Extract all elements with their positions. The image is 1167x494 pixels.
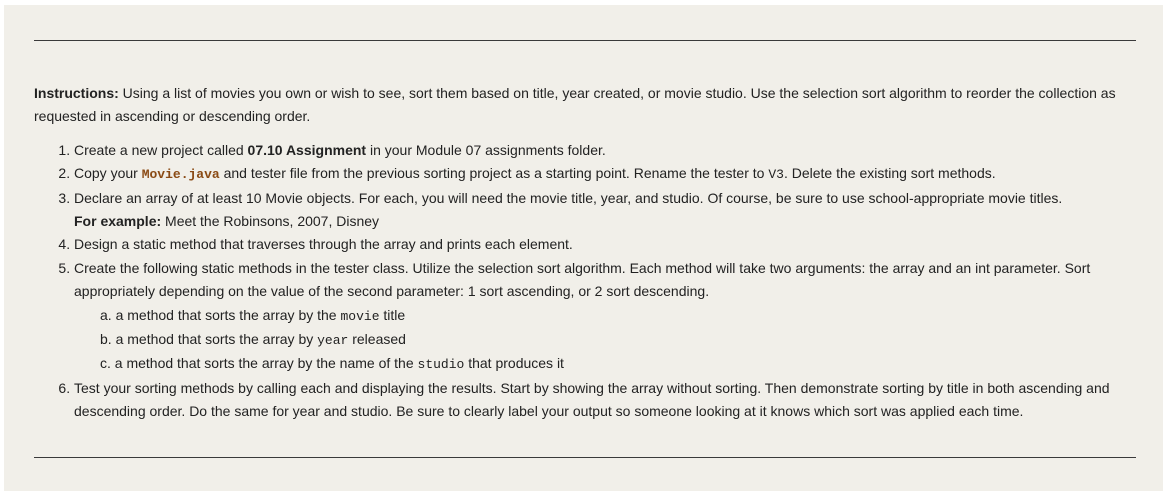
substep-a-text-end: title [379, 306, 406, 323]
example-text: Meet the Robinsons, 2007, Disney [161, 213, 380, 230]
step-2-text-end: . Delete the existing sort methods. [783, 165, 996, 182]
substep-c-text-end: that produces it [464, 355, 564, 372]
movie-code: movie [340, 308, 380, 324]
step-1-text-end: in your Module 07 assignments folder. [366, 141, 606, 158]
step-5-text: Create the following static methods in the tester class. Utilize the selection sort algorithm. Each method will take two arguments: the array and an int parameter. Sort appropriately depending on the value of the second parameter: 1 sort ascending, or 2 sort descending. [74, 259, 1091, 300]
steps-list [34, 139, 1134, 424]
example-label: For example: [74, 213, 162, 230]
substep-a [100, 304, 1134, 328]
instructions-panel [4, 5, 1163, 491]
substeps-list [74, 304, 1134, 377]
v3-code: V3 [768, 167, 784, 183]
substep-b-text: a method that sorts the array by [111, 331, 318, 348]
intro-paragraph [34, 82, 1134, 129]
step-5 [74, 257, 1134, 377]
step-2 [74, 162, 1134, 186]
instructions-content [34, 82, 1134, 424]
step-6-text: Test your sorting methods by calling each and displaying the results. Start by showing the array without sorting. Then demonstrate sorting by title in both ascending and descending order. Do the same for year and studio. Be sure to clearly label your output so someone looking at it knows which sort was applied each time. [74, 379, 1110, 420]
substep-c [100, 352, 1134, 376]
substep-c-marker: c. [100, 355, 111, 372]
example-line [74, 210, 1134, 233]
step-4-text: Design a static method that traverses through the array and prints each element. [74, 236, 573, 253]
substep-b-text-end: released [348, 331, 406, 348]
studio-code: studio [417, 357, 465, 373]
step-1 [74, 139, 1134, 162]
step-4 [74, 233, 1134, 256]
top-divider [34, 40, 1136, 41]
step-1-text: Create a new project called [74, 141, 248, 158]
step-3 [74, 187, 1134, 234]
intro-label: Instructions: [34, 85, 119, 101]
substep-a-marker: a. [100, 306, 112, 323]
substep-b [100, 328, 1134, 352]
movie-java-filename: Movie.java [141, 167, 220, 183]
step-6 [74, 377, 1134, 424]
project-name: 07.10 Assignment [247, 141, 367, 158]
step-3-text: Declare an array of at least 10 Movie objects. For each, you will need the movie title, year, and studio. Of course, be sure to use school-appropriate movie titles. [74, 189, 1063, 206]
substep-a-text: a method that sorts the array by the [111, 306, 341, 323]
year-code: year [317, 333, 349, 349]
substep-c-text: a method that sorts the array by the name of the [110, 355, 418, 372]
step-2-text: Copy your [74, 165, 142, 182]
bottom-divider [34, 457, 1136, 458]
intro-text: Using a list of movies you own or wish to see, sort them based on title, year created, or movie studio. Use the selection sort algorithm to reorder the collection as requested in ascending or descending order. [34, 85, 1116, 125]
step-2-text-mid: and tester file from the previous sorting project as a starting point. Rename the tester to [219, 165, 769, 182]
substep-b-marker: b. [100, 331, 112, 348]
